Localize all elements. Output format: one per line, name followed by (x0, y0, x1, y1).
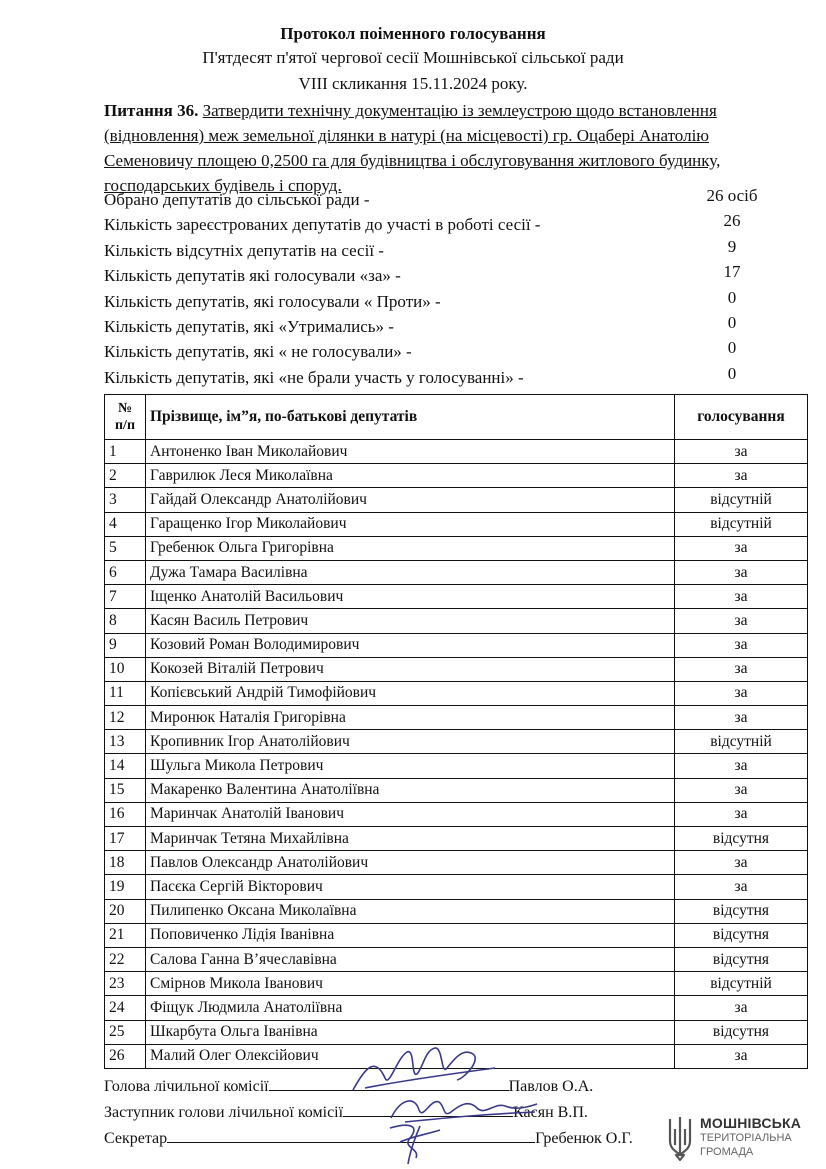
deputy-name: Павлов Олександр Анатолійович (146, 851, 675, 875)
table-row (105, 464, 808, 488)
row-number: 13 (105, 730, 146, 754)
table-row (105, 681, 808, 705)
vote-result: відсутня (675, 827, 808, 851)
stat-value: 9 (727, 236, 737, 256)
stat-label: Кількість депутатів, які «не брали участь у голосуванні» - (104, 367, 524, 387)
row-number: 6 (105, 560, 146, 584)
row-number: 20 (105, 899, 146, 923)
row-number: 24 (105, 996, 146, 1020)
vote-result: відсутня (675, 923, 808, 947)
table-row (105, 923, 808, 947)
deputy-name: Дужа Тамара Василівна (146, 560, 675, 584)
vote-result: відсутня (675, 1020, 808, 1044)
vote-result: відсутня (675, 899, 808, 923)
column-header-vote: голосування (675, 395, 808, 440)
row-number: 2 (105, 464, 146, 488)
stat-value: 0 (727, 363, 737, 383)
row-number: 26 (105, 1044, 146, 1068)
deputy-name: Антоненко Іван Миколайович (146, 440, 675, 464)
row-number: 1 (105, 440, 146, 464)
table-row (105, 512, 808, 536)
vote-result: за (675, 778, 808, 802)
stat-value: 26 (723, 211, 741, 231)
table-row (105, 657, 808, 681)
stat-value: 0 (727, 312, 737, 332)
deputy-name: Гаращенко Ігор Миколайович (146, 512, 675, 536)
deputy-name: Салова Ганна В’ячеславівна (146, 947, 675, 971)
deputy-name: Гайдай Олександр Анатолійович (146, 488, 675, 512)
row-number: 10 (105, 657, 146, 681)
table-row (105, 609, 808, 633)
vote-result: за (675, 851, 808, 875)
deputy-name: Малий Олег Олексійович (146, 1044, 675, 1068)
stat-row (104, 187, 784, 212)
vote-result: відсутній (675, 730, 808, 754)
row-number: 17 (105, 827, 146, 851)
stat-row (104, 212, 784, 237)
vote-result: за (675, 464, 808, 488)
document-title: Протокол поіменного голосування (280, 24, 546, 43)
stat-label: Кількість депутатів, які голосували « Проти» - (104, 291, 441, 311)
vote-result: за (675, 560, 808, 584)
deputy-name: Шкарбута Ольга Іванівна (146, 1020, 675, 1044)
deputy-name: Миронюк Наталія Григорівна (146, 706, 675, 730)
trident-icon (666, 1115, 694, 1161)
deputy-name: Пилипенко Оксана Миколаївна (146, 899, 675, 923)
table-row (105, 488, 808, 512)
row-number: 7 (105, 585, 146, 609)
deputy-name: Копієвський Андрій Тимофійович (146, 681, 675, 705)
agenda-question (104, 98, 784, 198)
deputy-name: Шульга Микола Петрович (146, 754, 675, 778)
stat-row (104, 365, 784, 390)
row-number: 19 (105, 875, 146, 899)
deputy-name: Касян Василь Петрович (146, 609, 675, 633)
vote-result: за (675, 875, 808, 899)
row-number: 3 (105, 488, 146, 512)
vote-result: за (675, 681, 808, 705)
session-line: П'ятдесят п'ятої чергової сесії Мошнівської сільської ради (202, 48, 624, 67)
stat-row (104, 314, 784, 339)
row-number: 11 (105, 681, 146, 705)
row-number: 9 (105, 633, 146, 657)
table-row (105, 827, 808, 851)
table-row (105, 633, 808, 657)
table-row (105, 947, 808, 971)
table-row (105, 585, 808, 609)
vote-result: за (675, 996, 808, 1020)
stat-row (104, 289, 784, 314)
deputy-name: Маринчак Анатолій Іванович (146, 802, 675, 826)
row-number: 16 (105, 802, 146, 826)
secretary-name: Гребенюк О.Г. (535, 1130, 633, 1147)
community-logo (666, 1115, 816, 1165)
table-row (105, 778, 808, 802)
roll-call-table (104, 394, 808, 1069)
stat-label: Кількість зареєстрованих депутатів до участі в роботі сесії - (104, 215, 541, 235)
deputy-label: Заступник голови лічильної комісії (104, 1104, 344, 1121)
stat-row (104, 238, 784, 263)
table-row (105, 972, 808, 996)
table-row (105, 440, 808, 464)
row-number: 8 (105, 609, 146, 633)
row-number: 12 (105, 706, 146, 730)
row-number: 4 (105, 512, 146, 536)
table-row (105, 730, 808, 754)
deputy-name: Іщенко Анатолій Васильович (146, 585, 675, 609)
logo-line-2: ТЕРИТОРІАЛЬНА (700, 1132, 792, 1144)
deputy-name: Кокозей Віталій Петрович (146, 657, 675, 681)
stat-label: Кількість відсутніх депутатів на сесії - (104, 240, 384, 260)
deputy-name: Макаренко Валентина Анатоліївна (146, 778, 675, 802)
table-row (105, 996, 808, 1020)
stat-label: Кількість депутатів, які « не голосували» - (104, 342, 412, 362)
secretary-signature (380, 1118, 450, 1166)
vote-result: відсутня (675, 947, 808, 971)
convocation-date-line: VIII скликання 15.11.2024 року. (298, 74, 528, 93)
question-number: Питання 36. (104, 101, 199, 120)
deputy-name: Фіщук Людмила Анатоліївна (146, 996, 675, 1020)
table-row (105, 875, 808, 899)
vote-result: за (675, 657, 808, 681)
stat-value: 26 осіб (706, 186, 758, 205)
logo-line-1: МОШНІВСЬКА (700, 1115, 802, 1131)
vote-result: за (675, 536, 808, 560)
chair-label: Голова лічильної комісії (104, 1078, 269, 1095)
stat-label: Кількість депутатів які голосували «за» - (104, 266, 401, 286)
question-text: Затвердити технічну документацію із землеустрою щодо встановлення (відновлення) меж земельної ділянки в натурі (на місцевості) гр. Оцабері Анатолію Семеновичу площею 0,2500 га для будівництва і обслуговування житлового будинку, господарських будівель і споруд. (104, 101, 721, 195)
vote-result: за (675, 802, 808, 826)
deputy-name: Маринчак Тетяна Михайлівна (146, 827, 675, 851)
table-row (105, 754, 808, 778)
vote-result: за (675, 585, 808, 609)
stat-value: 0 (727, 287, 737, 307)
column-header-number: № п/п (105, 395, 146, 440)
secretary-label: Секретар (104, 1130, 168, 1147)
stat-row (104, 263, 784, 288)
table-row (105, 536, 808, 560)
deputy-name: Касян В.П. (513, 1104, 588, 1121)
vote-result: відсутній (675, 512, 808, 536)
stat-value: 0 (727, 338, 737, 358)
row-number: 18 (105, 851, 146, 875)
row-number: 21 (105, 923, 146, 947)
table-row (105, 802, 808, 826)
deputy-name: Гребенюк Ольга Григорівна (146, 536, 675, 560)
vote-result: за (675, 609, 808, 633)
row-number: 22 (105, 947, 146, 971)
stat-row (104, 339, 784, 364)
deputy-name: Кропивник Ігор Анатолійович (146, 730, 675, 754)
vote-result: відсутній (675, 972, 808, 996)
row-number: 15 (105, 778, 146, 802)
deputy-name: Поповиченко Лідія Іванівна (146, 923, 675, 947)
row-number: 25 (105, 1020, 146, 1044)
vote-result: за (675, 706, 808, 730)
row-number: 14 (105, 754, 146, 778)
deputy-name: Козовий Роман Володимирович (146, 633, 675, 657)
stat-label: Кількість депутатів, які «Утримались» - (104, 316, 394, 336)
vote-result: за (675, 633, 808, 657)
row-number: 23 (105, 972, 146, 996)
stat-value: 17 (723, 262, 741, 282)
vote-statistics (104, 187, 784, 390)
row-number: 5 (105, 536, 146, 560)
vote-result: за (675, 754, 808, 778)
column-header-name: Прізвище, ім”я, по-батькові депутатів (146, 395, 675, 440)
table-row (105, 851, 808, 875)
deputy-name: Смірнов Микола Іванович (146, 972, 675, 996)
stat-label: Обрано депутатів до сільської ради - (104, 190, 370, 209)
table-row (105, 706, 808, 730)
deputy-name: Гаврилюк Леся Миколаївна (146, 464, 675, 488)
vote-result: за (675, 1044, 808, 1068)
chair-name: Павлов О.А. (508, 1078, 594, 1095)
table-row (105, 899, 808, 923)
deputy-name: Пасєка Сергій Вікторович (146, 875, 675, 899)
table-row (105, 560, 808, 584)
vote-result: відсутній (675, 488, 808, 512)
vote-result: за (675, 440, 808, 464)
table-header-row (105, 395, 808, 440)
logo-line-3: ГРОМАДА (700, 1146, 754, 1158)
